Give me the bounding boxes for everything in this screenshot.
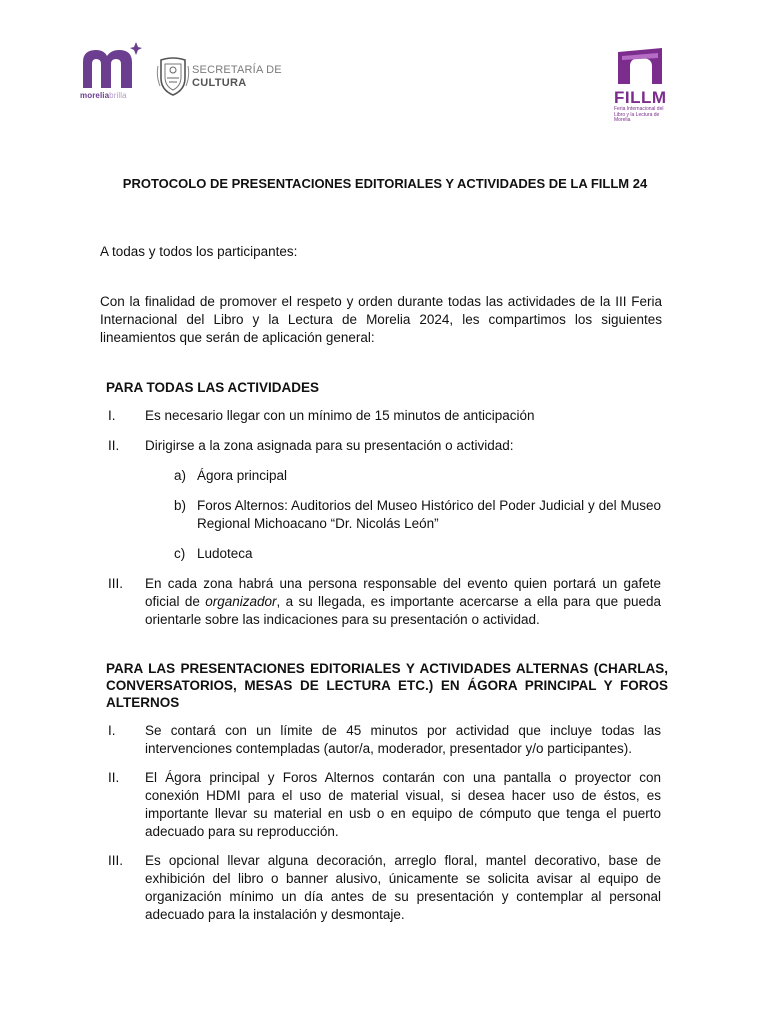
coat-of-arms-icon xyxy=(156,56,190,96)
secretaria-cultura-logo xyxy=(156,56,286,96)
document-title: PROTOCOLO DE PRESENTACIONES EDITORIALES Y ACTIVIDADES DE LA FILLM 24 xyxy=(122,176,648,191)
list-number: II. xyxy=(108,438,120,453)
sub-list-text: Ágora principal xyxy=(197,468,288,483)
secretaria-line2: CULTURA xyxy=(192,77,247,89)
sub-list-text: Foros Alternos: Auditorios del Museo Histórico del Poder Judicial y del Museo Regional Michoacano “Dr. Nicolás León” xyxy=(197,498,661,531)
list-text: Es opcional llevar alguna decoración, arreglo floral, mantel decorativo, base de exhibición del libro o banner alusivo, únicamente se solicita avisar al equipo de organización mínimo un día antes de su presentación y contemplar al personal adecuado para la instalación y desmontaje. xyxy=(145,853,661,922)
greeting: A todas y todos los participantes: xyxy=(100,244,298,259)
list-number: III. xyxy=(108,853,124,868)
fillm-subtitle: Feria Internacional del Libro y la Lectura de Morelia xyxy=(614,106,664,123)
brilla-wordmark: brilla xyxy=(109,91,127,100)
list-number: I. xyxy=(108,723,116,738)
intro-paragraph: Con la finalidad de promover el respeto y orden durante todas las actividades de la III Feria Internacional del Libro y la Lectura de Morelia 2024, les compartimos los siguientes lineamientos que serán de aplicación general: xyxy=(100,294,662,345)
list-number: III. xyxy=(108,576,124,591)
list-text-italic: organizador xyxy=(205,594,277,609)
list-text: Se contará con un límite de 45 minutos por actividad que incluye todas las intervenciones contempladas (autor/a, moderador, presentador y/o participantes). xyxy=(145,723,661,756)
list-text: El Ágora principal y Foros Alternos contarán con una pantalla o proyector con conexión HDMI para el uso de material visual, si desea hacer uso de éstos, es importante llevar su material en usb o en equipo de cómputo que tenga el puerto adecuado para su reproducción. xyxy=(145,770,661,839)
list-text xyxy=(145,575,661,629)
list-number: II. xyxy=(108,770,120,785)
list-number: I. xyxy=(108,408,116,423)
fillm-wordmark: FILLM xyxy=(614,88,667,107)
sub-list-letter: c) xyxy=(174,546,186,561)
header-logos xyxy=(0,40,768,130)
secretaria-line1: SECRETARÍA DE xyxy=(192,64,282,76)
sub-list-letter: a) xyxy=(174,468,187,483)
sub-list-text: Ludoteca xyxy=(197,546,253,561)
section-heading-all-activities: PARA TODAS LAS ACTIVIDADES xyxy=(106,380,320,395)
list-text-part: En cada zona habrá una persona responsable del evento quien portará un gafete oficial de xyxy=(145,576,661,609)
fillm-arch-icon xyxy=(614,46,666,84)
list-text-part: , a su llegada, es importante acercarse a ella para que pueda orientarle sobre las indicaciones para su presentación o actividad. xyxy=(145,594,661,627)
morelia-brilla-logo xyxy=(80,42,150,100)
morelia-wordmark: morelia xyxy=(80,91,110,100)
fillm-logo xyxy=(614,46,684,124)
list-text: Es necesario llegar con un mínimo de 15 minutos de anticipación xyxy=(145,408,535,423)
section-heading-presentations: PARA LAS PRESENTACIONES EDITORIALES Y ACTIVIDADES ALTERNAS (CHARLAS, CONVERSATORIOS, MESAS DE LECTURA ETC.) EN ÁGORA PRINCIPAL Y FOROS ALTERNOS xyxy=(106,661,668,710)
list-text: Dirigirse a la zona asignada para su presentación o actividad: xyxy=(145,438,514,453)
sub-list-letter: b) xyxy=(174,498,187,513)
morelia-m-icon xyxy=(80,42,142,90)
